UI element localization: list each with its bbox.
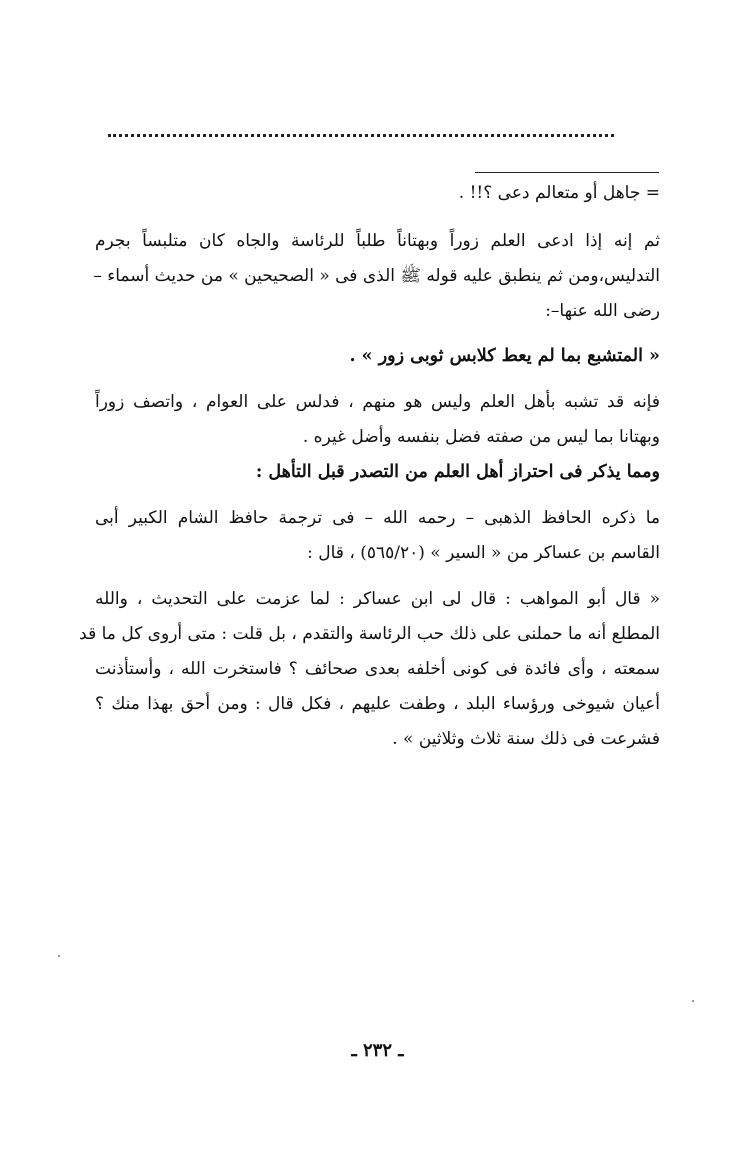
paragraph1-line1: ثم إنه إذا ادعى العلم زوراً وبهتاناً طلباً للرئاسة والجاه كان متلبساً بجرم [95,231,660,251]
quote-line2: المطلع أنه ما حملنى على ذلك حب الرئاسة والتقدم ، بل قلت : متى أروى كل ما قد [79,624,660,644]
paragraph2-line2: وبهتانا بما ليس من صفته فضل بنفسه وأضل غيره . [302,427,660,447]
footnote-rule [475,172,659,173]
paragraph2-line1: فإنه قد تشبه بأهل العلم وليس هو منهم ، فدلس على العوام ، واتصف زوراً [95,392,660,412]
quote-line1: « قال أبو المواهب : قال لى ابن عساكر : لما عزمت على التحديث ، والله [95,589,660,609]
quote-line4: أعيان شيوخى ورؤساء البلد ، وطفت عليهم ، فكل قال : ومن أحق بهذا منك ؟ [95,694,660,714]
quote-line5: فشرعت فى ذلك سنة ثلاث وثلاثين » . [392,729,660,749]
paragraph3-line2: القاسم بن عساكر من « السير » (٥٦٥/٢٠) ، قال : [307,543,660,563]
scan-speck [692,1000,694,1002]
quote-line3: سمعته ، وأى فائدة فى كونى أخلفه بعدى صحائف ؟ فاستخرت الله ، وأستأذنت [95,659,660,679]
dotted-separator [108,134,614,137]
footnote-continuation: = جاهل أو متعالم دعى ؟!! . [458,183,660,203]
section-heading: ومما يذكر فى احتراز أهل العلم من التصدر قبل التأهل : [255,462,660,482]
hadith-quote: « المتشبع بما لم يعط كلابس ثوبى زور » . [349,346,660,366]
paragraph3-line1: ما ذكره الحافظ الذهبى – رحمه الله – فى ترجمة حافظ الشام الكبير أبى [95,508,660,528]
scan-speck [58,955,60,957]
page-number: ـ ٢٣٢ ـ [351,1040,404,1061]
paragraph1-line2: التدليس،ومن ثم ينطبق عليه قوله ﷺ الذى فى « الصحيحين » من حديث أسماء – [93,266,660,286]
paragraph1-line3: رضى الله عنها–: [545,301,660,321]
